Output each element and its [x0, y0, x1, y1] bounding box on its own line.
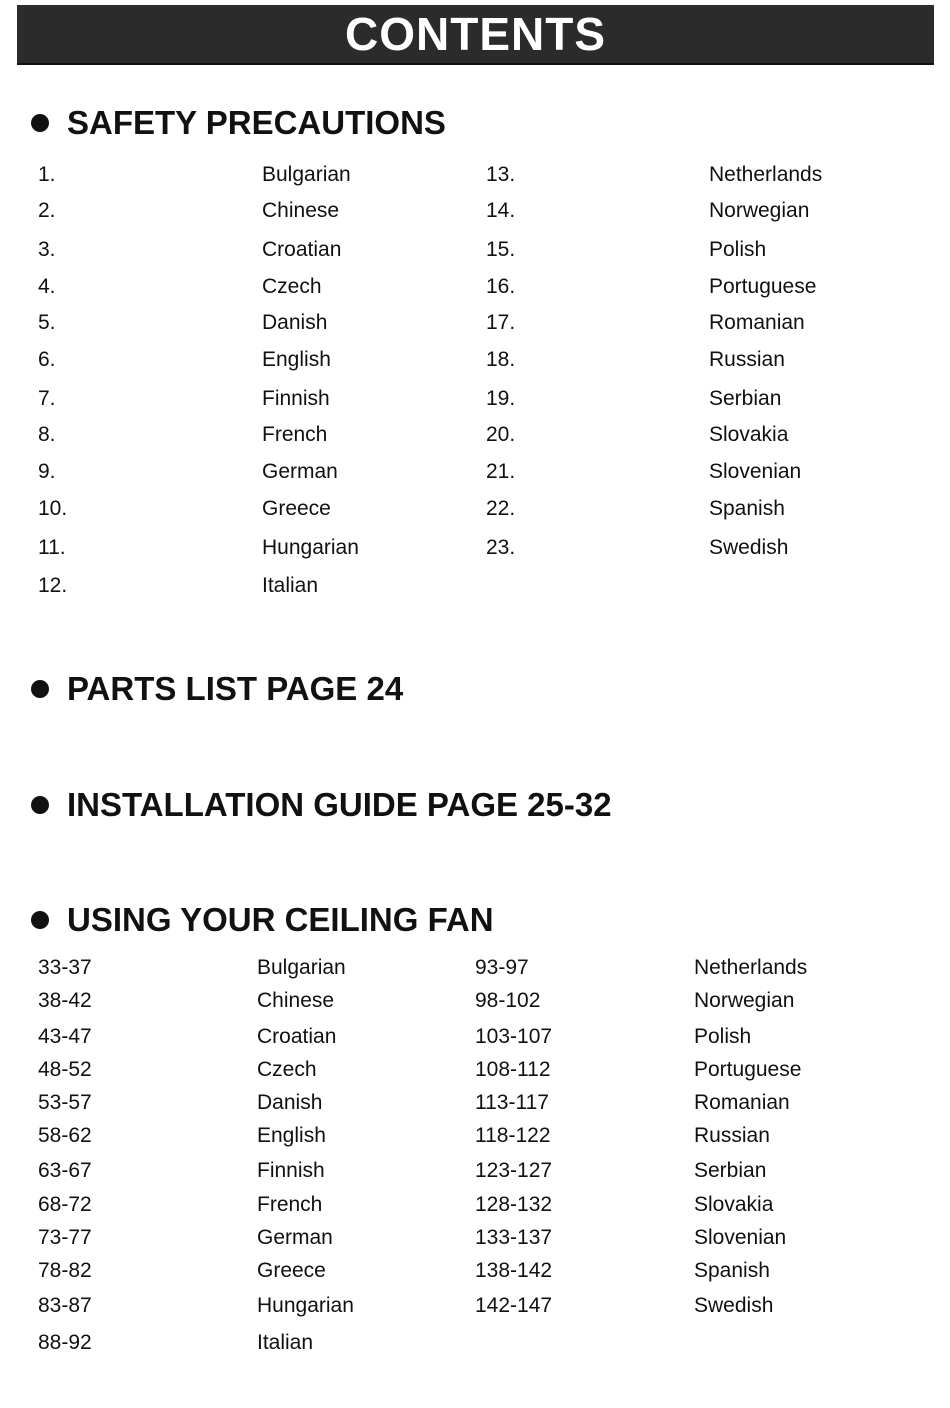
entry-language: Romanian [694, 1091, 790, 1114]
entry-number: 4. [38, 275, 56, 298]
entry-number: 19. [486, 387, 516, 410]
entry-language: Romanian [709, 311, 805, 334]
entry-language: Hungarian [257, 1294, 354, 1317]
section-heading-parts [31, 672, 403, 705]
entry-language: Italian [257, 1331, 314, 1354]
entry-pages: 138-142 [475, 1259, 553, 1282]
entry-language: Serbian [709, 387, 782, 410]
entry-pages: 33-37 [38, 956, 92, 979]
page-title: CONTENTS [345, 8, 606, 60]
entry-language: Greece [262, 497, 331, 520]
entry-language: Bulgarian [257, 956, 346, 979]
entry-number: 7. [38, 387, 56, 410]
entry-pages: 43-47 [38, 1025, 92, 1048]
entry-pages: 58-62 [38, 1124, 92, 1147]
title-bar [17, 5, 934, 65]
entry-pages: 48-52 [38, 1058, 92, 1081]
section-title: USING YOUR CEILING FAN [67, 901, 494, 938]
entry-pages: 118-122 [475, 1124, 551, 1147]
entry-pages: 142-147 [475, 1294, 553, 1317]
section-heading-installation [31, 788, 612, 821]
entry-number: 5. [38, 311, 56, 334]
bullet-icon [31, 796, 49, 814]
entry-pages: 83-87 [38, 1294, 92, 1317]
entry-language: Italian [262, 574, 319, 597]
entry-pages: 113-117 [475, 1091, 549, 1114]
entry-pages: 108-112 [475, 1058, 551, 1081]
entry-pages: 88-92 [38, 1331, 92, 1354]
entry-language: Netherlands [694, 956, 808, 979]
entry-number: 10. [38, 497, 68, 520]
entry-pages: 38-42 [38, 989, 92, 1012]
entry-language: German [262, 460, 338, 483]
bullet-icon [31, 911, 49, 929]
entry-number: 20. [486, 423, 516, 446]
entry-number: 18. [486, 348, 516, 371]
entry-pages: 133-137 [475, 1226, 553, 1249]
entry-language: Czech [262, 275, 322, 298]
entry-language: Swedish [709, 536, 789, 559]
entry-number: 11. [38, 536, 66, 559]
bullet-icon [31, 680, 49, 698]
entry-number: 17. [486, 311, 516, 334]
entry-language: Portuguese [709, 275, 817, 298]
entry-language: Norwegian [709, 199, 810, 222]
entry-language: Finnish [257, 1159, 325, 1182]
entry-pages: 78-82 [38, 1259, 92, 1282]
entry-number: 16. [486, 275, 516, 298]
entry-language: French [257, 1193, 323, 1216]
entry-language: Chinese [257, 989, 335, 1012]
entry-pages: 53-57 [38, 1091, 92, 1114]
entry-pages: 128-132 [475, 1193, 553, 1216]
entry-pages: 68-72 [38, 1193, 92, 1216]
entry-pages: 93-97 [475, 956, 529, 979]
entry-language: Bulgarian [262, 163, 351, 186]
entry-language: Netherlands [709, 163, 823, 186]
entry-number: 8. [38, 423, 56, 446]
entry-language: Norwegian [694, 989, 795, 1012]
entry-language: Slovakia [709, 423, 789, 446]
entry-number: 22. [486, 497, 516, 520]
entry-number: 14. [486, 199, 516, 222]
entry-pages: 103-107 [475, 1025, 553, 1048]
entry-number: 21. [486, 460, 516, 483]
entry-number: 15. [486, 238, 516, 261]
entry-number: 23. [486, 536, 516, 559]
entry-language: Hungarian [262, 536, 359, 559]
entry-language: Spanish [694, 1259, 770, 1282]
entry-pages: 73-77 [38, 1226, 92, 1249]
entry-language: Greece [257, 1259, 326, 1282]
entry-number: 6. [38, 348, 56, 371]
entry-language: French [262, 423, 328, 446]
bullet-icon [31, 114, 49, 132]
entry-language: Serbian [694, 1159, 767, 1182]
entry-language: Croatian [257, 1025, 337, 1048]
entry-language: Polish [709, 238, 767, 261]
entry-language: Polish [694, 1025, 752, 1048]
entry-pages: 98-102 [475, 989, 541, 1012]
entry-language: Danish [257, 1091, 323, 1114]
entry-language: Russian [709, 348, 785, 371]
entry-language: Danish [262, 311, 328, 334]
entry-language: Slovenian [709, 460, 802, 483]
entry-language: Swedish [694, 1294, 774, 1317]
entry-number: 3. [38, 238, 56, 261]
entry-language: Slovenian [694, 1226, 787, 1249]
entry-number: 9. [38, 460, 56, 483]
entry-language: Portuguese [694, 1058, 802, 1081]
section-title: SAFETY PRECAUTIONS [67, 104, 446, 141]
entry-number: 1. [38, 163, 56, 186]
entry-number: 12. [38, 574, 68, 597]
entry-language: English [257, 1124, 326, 1147]
entry-language: Spanish [709, 497, 785, 520]
entry-number: 13. [486, 163, 516, 186]
section-title: PARTS LIST PAGE 24 [67, 670, 404, 707]
entry-number: 2. [38, 199, 56, 222]
entry-language: Czech [257, 1058, 317, 1081]
section-title: INSTALLATION GUIDE PAGE 25-32 [67, 786, 612, 823]
entry-language: Croatian [262, 238, 342, 261]
entry-language: Finnish [262, 387, 330, 410]
entry-language: English [262, 348, 331, 371]
entry-pages: 63-67 [38, 1159, 92, 1182]
section-heading-using [31, 903, 494, 936]
entry-language: Russian [694, 1124, 770, 1147]
entry-language: German [257, 1226, 333, 1249]
entry-language: Chinese [262, 199, 340, 222]
entry-language: Slovakia [694, 1193, 774, 1216]
entry-pages: 123-127 [475, 1159, 553, 1182]
section-heading-safety [31, 106, 446, 139]
